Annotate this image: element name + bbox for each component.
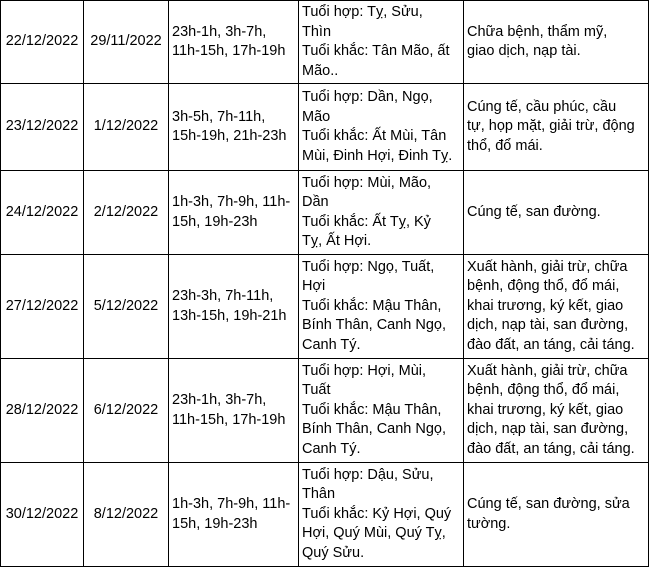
good-hours-line: 15h-19h, 21h-23h xyxy=(172,128,287,144)
good-hours-line: 1h-3h, 7h-9h, 11h- xyxy=(172,194,291,210)
good-hours-line: 11h-15h, 17h-19h xyxy=(172,411,286,428)
ages-line: Tuổi hợp: Hợi, Mùi, xyxy=(302,362,427,379)
good-hours-cell xyxy=(169,359,299,463)
ages-line: Tuổi hợp: Mùi, Mão, xyxy=(302,174,432,191)
compatible-ages-cell xyxy=(299,171,464,255)
ages-line: Thân xyxy=(302,486,336,503)
ages-line: Hợi xyxy=(302,278,326,295)
ages-line: Quý Sửu. xyxy=(302,544,365,561)
lunar-date-cell: 2/12/2022 xyxy=(84,171,169,255)
compatible-ages-cell xyxy=(299,84,464,171)
ages-line: Tuổi khắc: Mậu Thân, xyxy=(302,401,442,418)
good-hours-cell xyxy=(169,255,299,359)
table-row xyxy=(1,1,649,84)
activities-cell xyxy=(464,1,649,84)
lunar-date-cell: 29/11/2022 xyxy=(84,1,169,84)
activities-line: dịch, nạp tài, san đường, xyxy=(467,317,629,334)
table-row xyxy=(1,171,649,255)
activities-cell xyxy=(464,359,649,463)
activities-line: Cúng tế, san đường, sửa xyxy=(467,496,630,512)
good-hours-cell xyxy=(169,463,299,567)
activities-cell xyxy=(464,171,649,255)
good-hours-line: 11h-15h, 17h-19h xyxy=(172,43,286,59)
solar-date-cell: 27/12/2022 xyxy=(1,255,84,359)
ages-line: Tuổi hợp: Dậu, Sửu, xyxy=(302,466,434,483)
good-hours-line: 23h-1h, 3h-7h, xyxy=(172,392,267,408)
activities-cell xyxy=(464,255,649,359)
ages-line: Tuổi khắc: Mậu Thân, xyxy=(302,297,442,314)
table-body xyxy=(1,1,649,567)
activities-line: Cúng tế, san đường. xyxy=(467,203,601,220)
ages-line: Bính Thân, Canh Ngọ, xyxy=(302,317,447,334)
ages-line: Dần xyxy=(302,194,329,210)
ages-line: Canh Tý. xyxy=(302,440,361,457)
activities-line: Cúng tế, cầu phúc, cầu xyxy=(467,98,617,115)
activities-line: đào đất, an táng, cải táng. xyxy=(467,336,635,353)
good-hours-line: 23h-1h, 3h-7h, xyxy=(172,23,267,40)
table-row xyxy=(1,463,649,567)
table-row xyxy=(1,359,649,463)
ages-line: Tỵ, Ất Hợi. xyxy=(302,233,372,249)
good-hours-line: 1h-3h, 7h-9h, 11h- xyxy=(172,496,291,512)
activities-line: tự, họp mặt, giải trừ, động xyxy=(467,118,635,135)
activities-line: đào đất, an táng, cải táng. xyxy=(467,440,635,457)
activities-line: tường. xyxy=(467,515,511,532)
good-hours-line: 13h-15h, 19h-21h xyxy=(172,307,287,324)
compatible-ages-cell xyxy=(299,359,464,463)
ages-line: Thìn xyxy=(302,23,332,40)
compatible-ages-cell xyxy=(299,463,464,567)
activities-line: bệnh, động thổ, đổ mái, xyxy=(467,278,620,295)
ages-line: Mão.. xyxy=(302,62,339,79)
ages-line: Tuất xyxy=(302,382,331,399)
ages-line: Mùi, Đinh Hợi, Đinh Tỵ. xyxy=(302,147,453,164)
table-row xyxy=(1,84,649,171)
ages-line: Tuổi khắc: Kỷ Hợi, Quý xyxy=(302,505,452,522)
ages-line: Canh Tý. xyxy=(302,336,361,353)
activities-line: dịch, nạp tài, san đường, xyxy=(467,421,629,438)
table-row xyxy=(1,255,649,359)
activities-line: khai trương, ký kết, giao xyxy=(467,401,624,418)
lunar-date-cell: 6/12/2022 xyxy=(84,359,169,463)
ages-line: Bính Thân, Canh Ngọ, xyxy=(302,421,447,438)
activities-line: khai trương, ký kết, giao xyxy=(467,297,624,314)
ages-line: Mão xyxy=(302,108,331,125)
good-hours-cell xyxy=(169,84,299,171)
activities-line: thổ, đổ mái. xyxy=(467,137,543,154)
activities-line: Xuất hành, giải trừ, chữa xyxy=(467,258,628,275)
solar-date-cell: 24/12/2022 xyxy=(1,171,84,255)
good-hours-cell xyxy=(169,171,299,255)
ages-line: Tuổi khắc: Tân Mão, ất xyxy=(302,43,450,59)
activities-line: Xuất hành, giải trừ, chữa xyxy=(467,362,628,379)
activities-line: giao dịch, nạp tài. xyxy=(467,43,581,59)
lunar-date-cell: 5/12/2022 xyxy=(84,255,169,359)
ages-line: Tuổi hợp: Ngọ, Tuất, xyxy=(302,258,435,275)
ages-line: Tuổi hợp: Dần, Ngọ, xyxy=(302,89,433,105)
solar-date-cell: 22/12/2022 xyxy=(1,1,84,84)
solar-date-cell: 23/12/2022 xyxy=(1,84,84,171)
good-hours-line: 15h, 19h-23h xyxy=(172,213,258,230)
ages-line: Tuổi hợp: Tỵ, Sửu, xyxy=(302,4,423,20)
activities-line: bệnh, động thổ, đổ mái, xyxy=(467,382,620,399)
good-hours-line: 23h-3h, 7h-11h, xyxy=(172,288,274,304)
ages-line: Tuổi khắc: Ất Mùi, Tân xyxy=(302,128,447,144)
good-hours-line: 3h-5h, 7h-11h, xyxy=(172,108,266,125)
lunar-date-cell: 1/12/2022 xyxy=(84,84,169,171)
activities-cell xyxy=(464,84,649,171)
activities-cell xyxy=(464,463,649,567)
solar-date-cell: 30/12/2022 xyxy=(1,463,84,567)
ages-line: Tuổi khắc: Ất Tỵ, Kỷ xyxy=(302,213,431,230)
compatible-ages-cell xyxy=(299,255,464,359)
compatible-ages-cell xyxy=(299,1,464,84)
solar-date-cell: 28/12/2022 xyxy=(1,359,84,463)
ages-line: Hợi, Quý Mùi, Quý Tỵ, xyxy=(302,525,446,542)
good-hours-cell xyxy=(169,1,299,84)
activities-line: Chữa bệnh, thẩm mỹ, xyxy=(467,23,608,40)
lunar-date-cell: 8/12/2022 xyxy=(84,463,169,567)
good-hours-line: 15h, 19h-23h xyxy=(172,515,258,532)
